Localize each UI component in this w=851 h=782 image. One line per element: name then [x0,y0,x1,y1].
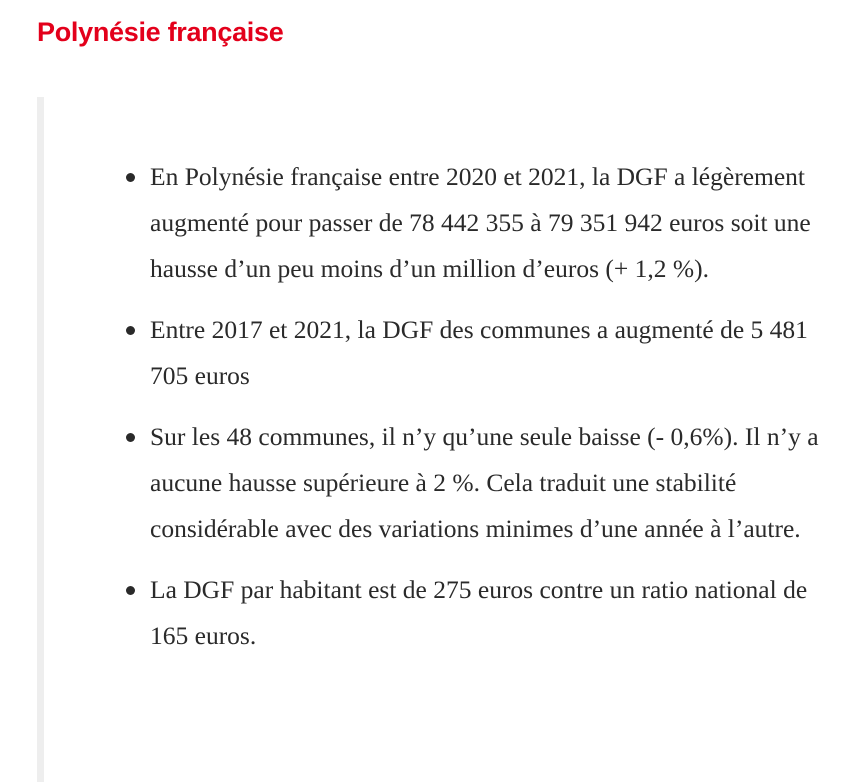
list-item-text: La DGF par habitant est de 275 euros contre un ratio national de 165 euros. [150,575,808,650]
list-item [150,307,820,399]
bullet-dot-icon [126,586,135,595]
list-item-text: En Polynésie française entre 2020 et 2021, la DGF a légèrement augmenté pour passer de 78 442 355 à 79 351 942 euros soit une hausse d’un peu moins d’un million d’euros (+ 1,2 %). [150,162,811,283]
bullet-dot-icon [126,326,135,335]
list-item [150,567,820,659]
bullet-list [150,154,820,659]
list-item-text: Sur les 48 communes, il n’y qu’une seule baisse (- 0,6%). Il n’y a aucune hausse supérieure à 2 %. Cela traduit une stabilité considérable avec des variations minimes d’une année à l’autre. [150,422,819,543]
bullet-dot-icon [126,433,135,442]
page-title: Polynésie française [37,17,284,47]
list-item-text: Entre 2017 et 2021, la DGF des communes a augmenté de 5 481 705 euros [150,315,808,390]
quote-block [37,97,851,782]
list-item [150,154,820,292]
bullet-dot-icon [126,173,135,182]
list-item [150,414,820,552]
